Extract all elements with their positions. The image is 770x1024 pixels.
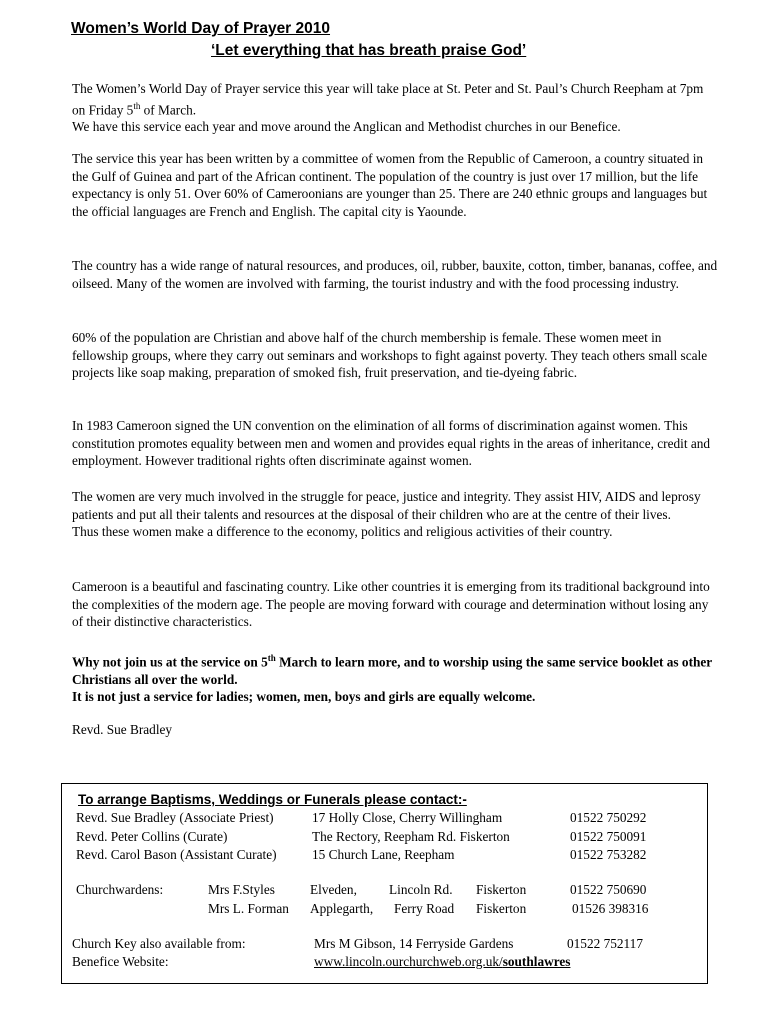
cta-ordinal: th bbox=[267, 653, 276, 663]
churchwardens-label: Churchwardens: bbox=[76, 882, 164, 897]
warden-house: Applegarth, bbox=[310, 901, 374, 916]
signature bbox=[72, 721, 720, 739]
warden-house: Elveden, bbox=[310, 882, 357, 897]
warden-road: Ferry Road bbox=[394, 901, 455, 916]
paragraph-struggle bbox=[72, 488, 720, 541]
church-key-label: Church Key also available from: bbox=[72, 936, 246, 951]
service-theme: ‘Let everything that has breath praise God’ bbox=[211, 42, 527, 59]
cta-text: Why not join us at the service on 5 bbox=[72, 654, 268, 670]
website-domain: www.lincoln.ourchurchweb.org.uk/ bbox=[314, 954, 503, 969]
clergy-name: Revd. Carol Bason (Assistant Curate) bbox=[76, 847, 277, 862]
warden-phone[interactable]: 01522 750690 bbox=[570, 882, 647, 897]
page-title: Women’s World Day of Prayer 2010 bbox=[71, 20, 331, 37]
clergy-phone[interactable]: 01522 750091 bbox=[570, 829, 647, 844]
clergy-address: The Rectory, Reepham Rd. Fiskerton bbox=[312, 829, 510, 844]
struggle-text: The women are very much involved in the struggle for peace, justice and integrity. They assist HIV, AIDS and leprosy patients and put all their talents and resources at the disposal of their children who are at the centre of their lives. bbox=[72, 489, 701, 522]
benefice-website-link[interactable] bbox=[314, 953, 570, 970]
clergy-phone[interactable]: 01522 753282 bbox=[570, 847, 647, 862]
warden-phone[interactable]: 01526 398316 bbox=[572, 901, 649, 916]
cameroon-text: The service this year has been written by a committee of women from the Republic of Cameroon, a country situated in the Gulf of Guinea and part of the African continent. The population of the country is just over 17 million, but the life expectancy is only 51. Over 60% of Cameroonians are younger than 25. There are 240 ethnic groups and languages but the official languages are French and English. The capital city is Yaounde. bbox=[72, 151, 708, 219]
warden-road: Lincoln Rd. bbox=[389, 882, 453, 897]
cta-welcome: It is not just a service for ladies; women, men, boys and girls are equally welcome. bbox=[72, 689, 536, 705]
clergy-name: Revd. Sue Bradley (Associate Priest) bbox=[76, 810, 274, 825]
resources-text: The country has a wide range of natural resources, and produces, oil, rubber, bauxite, cotton, timber, bananas, coffee, and oilseed. Many of the women are involved with farming, the tourist industry and with the food processing industry. bbox=[72, 258, 718, 291]
modern-age-text: Cameroon is a beautiful and fascinating country. Like other countries it is emerging from its traditional background into the complexities of the modern age. The people are moving forward with courage and determination without losing any of their distinctive characteristics. bbox=[72, 579, 710, 629]
clergy-address: 15 Church Lane, Reepham bbox=[312, 847, 455, 862]
intro-text: The Women’s World Day of Prayer service this year will take place at St. Peter and St. Paul’s Church Reepham at 7pm on Friday 5 bbox=[72, 81, 704, 117]
paragraph-resources bbox=[72, 257, 720, 292]
call-to-action bbox=[72, 650, 720, 706]
church-key-phone[interactable]: 01522 752117 bbox=[567, 936, 643, 951]
signature-name: Revd. Sue Bradley bbox=[72, 722, 173, 737]
contact-box-title: To arrange Baptisms, Weddings or Funerals please contact:- bbox=[78, 792, 467, 807]
difference-text: Thus these women make a difference to the economy, politics and religious activities of their country. bbox=[72, 524, 613, 539]
intro-text-end: of March. bbox=[140, 101, 197, 117]
paragraph-intro bbox=[72, 80, 720, 136]
warden-village: Fiskerton bbox=[476, 882, 527, 897]
clergy-phone[interactable]: 01522 750292 bbox=[570, 810, 647, 825]
intro-ordinal: th bbox=[133, 100, 141, 111]
paragraph-modern-age bbox=[72, 578, 720, 631]
warden-village: Fiskerton bbox=[476, 901, 527, 916]
website-label: Benefice Website: bbox=[72, 954, 169, 969]
warden-name: Mrs L. Forman bbox=[208, 901, 289, 916]
warden-name: Mrs F.Styles bbox=[208, 882, 275, 897]
paragraph-convention bbox=[72, 417, 720, 470]
website-path: southlawres bbox=[502, 954, 571, 969]
paragraph-church bbox=[72, 329, 720, 382]
cta-text-end: March to learn more, and to worship using the same service booklet as other Christians all over the world. bbox=[72, 654, 712, 687]
church-key-holder: Mrs M Gibson, 14 Ferryside Gardens bbox=[314, 936, 514, 951]
clergy-address: 17 Holly Close, Cherry Willingham bbox=[312, 810, 503, 825]
church-text: 60% of the population are Christian and above half of the church membership is female. These women meet in fellowship groups, where they carry out seminars and workshops to fight against poverty. They teach others small scale projects like soap making, preparation of smoked fish, fruit preservation, and tie-dyeing fabric. bbox=[72, 330, 708, 380]
convention-text: In 1983 Cameroon signed the UN convention on the elimination of all forms of discrimination against women. This constitution promotes equality between men and women and provides equal rights in the areas of inheritance, credit and employment. However traditional rights often discriminate against women. bbox=[72, 418, 711, 468]
intro-benefice: We have this service each year and move around the Anglican and Methodist churches in our Benefice. bbox=[72, 119, 621, 135]
clergy-name: Revd. Peter Collins (Curate) bbox=[76, 829, 228, 844]
paragraph-cameroon bbox=[72, 150, 720, 220]
